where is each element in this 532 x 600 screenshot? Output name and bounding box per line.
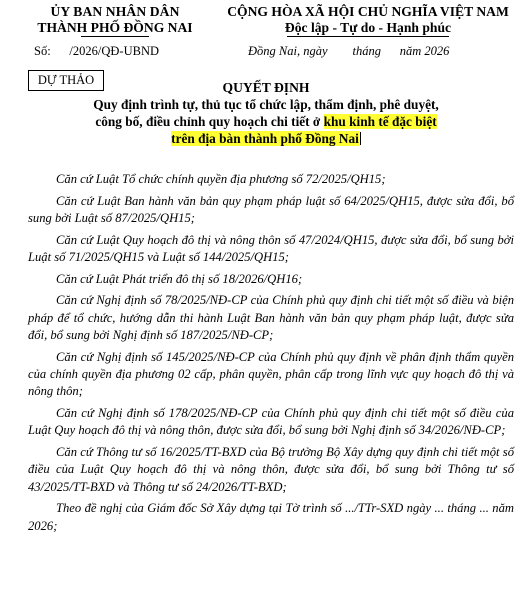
proposal-paragraph: Theo đề nghị của Giám đốc Sở Xây dựng tại Tờ trình số .../TTr-SXD ngày ... tháng ... năm 2026; [28,501,514,533]
subtitle-line-3 [0,130,532,147]
subtitle-line-1: Quy định trình tự, thủ tục tổ chức lập, thẩm định, phê duyệt, [93,97,439,112]
subtitle-line-2 [0,113,532,130]
document-title: QUYẾT ĐỊNH [222,80,310,95]
legal-basis [28,171,514,539]
issuing-authority [30,4,200,37]
national-motto-text: Độc lập - Tự do - Hạnh phúc [284,20,452,35]
draft-stamp: DỰ THẢO [28,70,104,91]
text-cursor [360,132,361,145]
legal-basis-paragraph: Căn cứ Luật Quy hoạch đô thị và nông thôn số 47/2024/QH15, được sửa đổi, bổ sung bởi Luật số 71/2025/QH15 và Luật số 144/2025/QH15; [28,232,514,264]
subtitle-highlight-2: trên địa bàn thành phố Đồng Nai [171,131,359,146]
legal-basis-paragraph: Căn cứ Nghị định số 178/2025/NĐ-CP của Chính phủ quy định chi tiết một số điều của Luật Quy hoạch đô thị và nông thôn, được sửa đổi, bổ sung bởi Nghị định số 34/2026/NĐ-CP; [28,406,514,438]
document-subtitle [0,96,532,147]
legal-basis-paragraph: Căn cứ Nghị định số 78/2025/NĐ-CP của Chính phủ quy định chi tiết một số điều và biện pháp để tổ chức, hướng dẫn thi hành Luật Ban hành văn bản quy phạm pháp luật, được sửa đổi, bổ sung bởi Nghị định số 187/2025/NĐ-CP; [28,293,514,342]
nation-name: CỘNG HÒA XÃ HỘI CHỦ NGHĨA VIỆT NAM [227,4,509,19]
national-heading [213,4,523,37]
legal-basis-paragraph: Căn cứ Nghị định số 145/2025/NĐ-CP của Chính phủ quy định về phân định thẩm quyền của chính quyền địa phương 02 cấp, phân quyền, phân cấp trong lĩnh vực quy hoạch đô thị và nông thôn; [28,349,514,399]
authority-line-2-text: THÀNH PHỐ ĐỒNG NAI [37,20,193,35]
legal-basis-paragraph: Căn cứ Luật Tổ chức chính quyền địa phương số 72/2025/QH15; [56,172,386,186]
authority-line-1: ỦY BAN NHÂN DÂN [50,4,180,19]
legal-basis-paragraph: Căn cứ Luật Phát triển đô thị số 18/2026/QH16; [56,271,303,286]
document-number: Số: /2026/QĐ-UBND [34,44,160,58]
legal-basis-paragraph: Căn cứ Luật Ban hành văn bản quy phạm pháp luật số 64/2025/QH15, được sửa đổi, bổ sung bởi Luật số 87/2025/QH15; [28,193,514,225]
national-motto [285,20,451,35]
subtitle-highlight-1: khu kinh tế đặc biệt [323,114,437,129]
date-line: Đồng Nai, ngày tháng năm 2026 [248,44,450,58]
motto-underline [287,36,449,37]
authority-underline [81,36,149,37]
authority-line-2 [37,20,192,35]
subtitle-line-2-plain: công bố, điều chỉnh quy hoạch chi tiết ở [95,114,324,129]
legal-basis-paragraph: Căn cứ Thông tư số 16/2025/TT-BXD của Bộ trưởng Bộ Xây dựng quy định chi tiết một số điều của Luật Quy hoạch đô thị và nông thôn, được sửa đổi, bổ sung bởi Thông tư số 43/2025/TT-BXD và Thông tư số 24/2026/TT-BXD; [28,445,514,494]
